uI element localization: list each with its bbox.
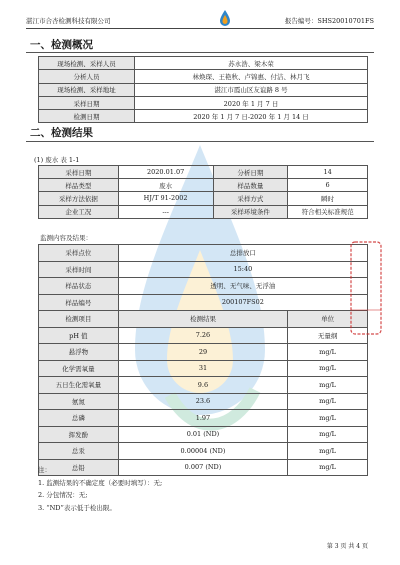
- monitor-label: 监测内容及结果：: [40, 234, 92, 242]
- test-item: 悬浮物: [39, 344, 119, 361]
- test-unit: mg/L: [288, 377, 368, 394]
- table-row: [39, 192, 368, 205]
- note-line: 2. 分包情况：无;: [38, 491, 88, 499]
- table-row: [39, 110, 368, 123]
- table-header-row: [39, 311, 368, 328]
- field-label: 采样方法依据: [39, 192, 119, 205]
- field-label: 采样方式: [213, 192, 288, 205]
- note-line: 3. “ND”表示低于检出限。: [38, 503, 116, 512]
- test-item: 总磷: [39, 410, 119, 427]
- table-row: [39, 245, 368, 262]
- field-label: 采样时间: [39, 261, 119, 278]
- field-label: 样品状态: [39, 278, 119, 295]
- table-row: [39, 70, 368, 83]
- column-header: 单位: [288, 311, 368, 328]
- field-value: 14: [288, 166, 368, 179]
- field-value: 湛江市霞山区友谊路 8 号: [135, 83, 368, 96]
- field-value: 15:40: [118, 261, 367, 278]
- field-label: 采样点位: [39, 245, 119, 262]
- field-value: 废水: [118, 179, 213, 192]
- field-value: 苏永浩、梁木荣: [135, 57, 368, 70]
- field-value: 2020 年 1 月 7 日-2020 年 1 月 14 日: [135, 110, 368, 123]
- column-header: 检测项目: [39, 311, 119, 328]
- test-item: 总汞: [39, 443, 119, 460]
- test-unit: mg/L: [288, 410, 368, 427]
- page-number: 第 3 页 共 4 页: [326, 543, 368, 550]
- test-result: 7.26: [118, 327, 287, 344]
- table-row: [39, 278, 368, 295]
- field-label: 现场检测、采样地址: [39, 83, 135, 96]
- field-label: 样品类型: [39, 179, 119, 192]
- field-value: 6: [288, 179, 368, 192]
- test-result: 0.01 (ND): [118, 426, 287, 443]
- field-label: 现场检测、采样人员: [39, 57, 135, 70]
- section-divider: [26, 52, 374, 53]
- table-row: [39, 327, 368, 344]
- table-row: [39, 205, 368, 218]
- report-number-label: 报告编号：: [284, 17, 318, 25]
- table-row: [39, 294, 368, 311]
- note-line: 1. 监测结果的不确定度（必要时填写）：无;: [38, 478, 163, 487]
- field-value: 符合相关标准规范: [288, 205, 368, 218]
- test-result: 1.97: [118, 410, 287, 427]
- section-divider: [26, 141, 374, 142]
- field-label: 样品编号: [39, 294, 119, 311]
- notes: [38, 464, 162, 514]
- field-value: 200107FS02: [118, 294, 367, 311]
- field-value: 瞬时: [288, 192, 368, 205]
- test-item: 化学需氧量: [39, 360, 119, 377]
- field-label: 检测日期: [39, 110, 135, 123]
- test-result: 0.007 (ND): [118, 459, 287, 476]
- sample-info-table: [38, 165, 368, 219]
- table-row: [39, 443, 368, 460]
- field-label: 企业工况: [39, 205, 119, 218]
- field-label: 采样日期: [39, 96, 135, 109]
- field-label: 采样日期: [39, 166, 119, 179]
- field-label: 采样环境条件: [213, 205, 288, 218]
- table-row: [39, 377, 368, 394]
- test-item: 五日生化需氧量: [39, 377, 119, 394]
- test-unit: mg/L: [288, 344, 368, 361]
- overview-table: [38, 56, 368, 123]
- report-number: [285, 16, 374, 25]
- test-item: pH 值: [39, 327, 119, 344]
- test-result: 31: [118, 360, 287, 377]
- field-value: HJ/T 91-2002: [118, 192, 213, 205]
- table-row: [39, 83, 368, 96]
- test-result: 23.6: [118, 393, 287, 410]
- test-result: 29: [118, 344, 287, 361]
- test-unit: mg/L: [288, 360, 368, 377]
- test-item: 氨氮: [39, 393, 119, 410]
- table-row: [39, 410, 368, 427]
- section-title-results: 二、检测结果: [30, 127, 93, 139]
- table-row: [39, 393, 368, 410]
- field-value: 2020 年 1 月 7 日: [135, 96, 368, 109]
- field-label: 分析日期: [213, 166, 288, 179]
- test-result: 0.00004 (ND): [118, 443, 287, 460]
- field-value: 透明、无气味、无浮油: [118, 278, 367, 295]
- table-row: [39, 426, 368, 443]
- field-value: 总排放口: [118, 245, 367, 262]
- table-row: [39, 166, 368, 179]
- field-value: 2020.01.07: [118, 166, 213, 179]
- test-item: 总铅: [39, 459, 119, 476]
- table-row: [39, 344, 368, 361]
- note-line: 注：: [38, 466, 51, 474]
- test-unit: mg/L: [288, 459, 368, 476]
- page-header: [26, 8, 374, 29]
- report-number-value: SHS20010701FS: [317, 17, 374, 25]
- table-row: [39, 57, 368, 70]
- company-logo-icon: [218, 9, 232, 27]
- section-title-overview: 一、检测概况: [30, 39, 93, 51]
- results-table: [38, 244, 368, 476]
- table-row: [39, 96, 368, 109]
- column-header: 检测结果: [118, 311, 287, 328]
- test-unit: mg/L: [288, 393, 368, 410]
- test-result: 9.6: [118, 377, 287, 394]
- table-row: [39, 360, 368, 377]
- field-label: 样品数量: [213, 179, 288, 192]
- test-unit: mg/L: [288, 443, 368, 460]
- table-row: [39, 179, 368, 192]
- test-unit: 无量纲: [288, 327, 368, 344]
- field-value: 林焕琛、王艳秋、卢锦惠、付洁、林月飞: [135, 70, 368, 83]
- company-name: 湛江市合杏检测科技有限公司: [26, 17, 111, 25]
- field-value: ---: [118, 205, 213, 218]
- test-unit: mg/L: [288, 426, 368, 443]
- field-label: 分析人员: [39, 70, 135, 83]
- table-subtitle: (1) 废水 表 1-1: [34, 156, 80, 164]
- test-item: 挥发酚: [39, 426, 119, 443]
- table-row: [39, 261, 368, 278]
